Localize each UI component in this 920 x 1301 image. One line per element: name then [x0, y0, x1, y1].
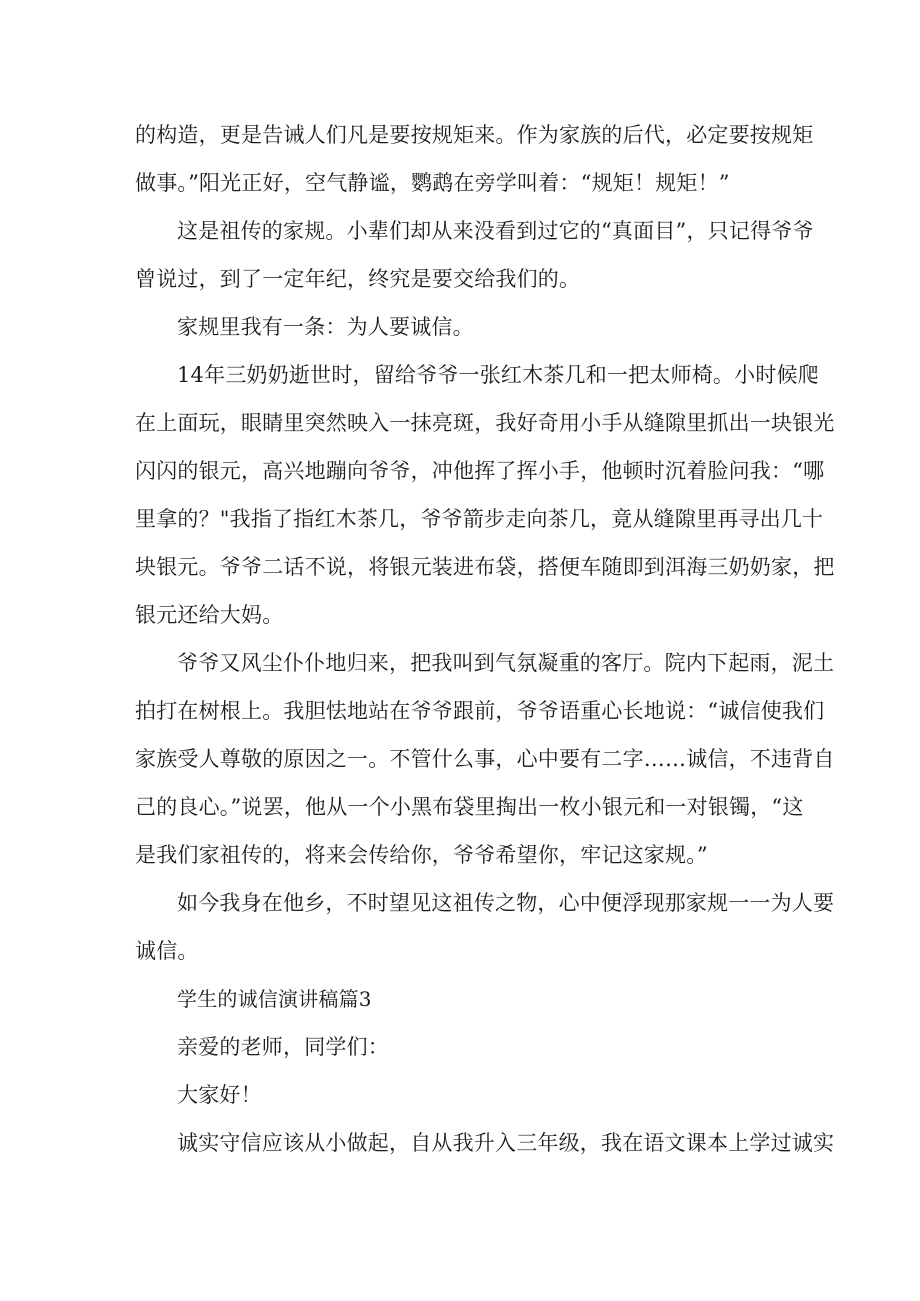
- text-line: 银元还给大妈。: [135, 603, 284, 627]
- text-line: 块银元。爷爷二话不说，将银元装进布袋，搭便车随即到洱海三奶奶家，把: [135, 555, 835, 579]
- text-line: 己的良心。”说罢，他从一个小黑布袋里掏出一枚小银元和一对银镯，“这: [135, 795, 804, 819]
- text-line: 14年三奶奶逝世时，留给爷爷一张红木茶几和一把太师椅。小时候爬: [177, 363, 819, 387]
- text-line: 里拿的？"我指了指红木茶几，爷爷箭步走向茶几，竟从缝隙里再寻出几十: [135, 507, 824, 531]
- text-line: 家族受人尊敬的原因之一。不管什么事，心中要有二字……诚信，不违背自: [135, 747, 835, 771]
- text-line: 诚实守信应该从小做起，自从我升入三年级，我在语文课本上学过诚实: [177, 1131, 835, 1155]
- text-line: 如今我身在他乡，不时望见这祖传之物，心中便浮现那家规一一为人要: [177, 891, 835, 915]
- text-line: 这是祖传的家规。小辈们却从来没看到过它的“真面目”，只记得爷爷: [177, 219, 814, 243]
- text-line: 是我们家祖传的，将来会传给你，爷爷希望你，牢记这家规。”: [135, 843, 708, 867]
- section-heading: 学生的诚信演讲稿篇3: [177, 987, 372, 1011]
- text-line: 家规里我有一条：为人要诚信。: [177, 315, 474, 339]
- text-line: 闪闪的银元，高兴地蹦向爷爷，冲他挥了挥小手，他顿时沉着脸问我：“哪: [135, 459, 825, 483]
- text-line: 曾说过，到了一定年纪，终究是要交给我们的。: [135, 267, 581, 291]
- text-line: 拍打在树根上。我胆怯地站在爷爷跟前，爷爷语重心长地说：“诚信使我们: [135, 699, 825, 723]
- greeting-line: 大家好！: [177, 1083, 262, 1107]
- text-line: 在上面玩，眼睛里突然映入一抹亮斑，我好奇用小手从缝隙里抓出一块银光: [135, 411, 835, 435]
- text-line: 爷爷又风尘仆仆地归来，把我叫到气氛凝重的客厅。院内下起雨，泥土: [177, 651, 835, 675]
- text-line: 的构造，更是告诫人们凡是要按规矩来。作为家族的后代，必定要按规矩: [135, 123, 814, 147]
- text-line: 做事。”阳光正好，空气静谧，鹦鹉在旁学叫着：“规矩！规矩！”: [135, 171, 730, 195]
- text-line: 诚信。: [135, 939, 199, 963]
- salutation-line: 亲爱的老师，同学们：: [177, 1035, 389, 1059]
